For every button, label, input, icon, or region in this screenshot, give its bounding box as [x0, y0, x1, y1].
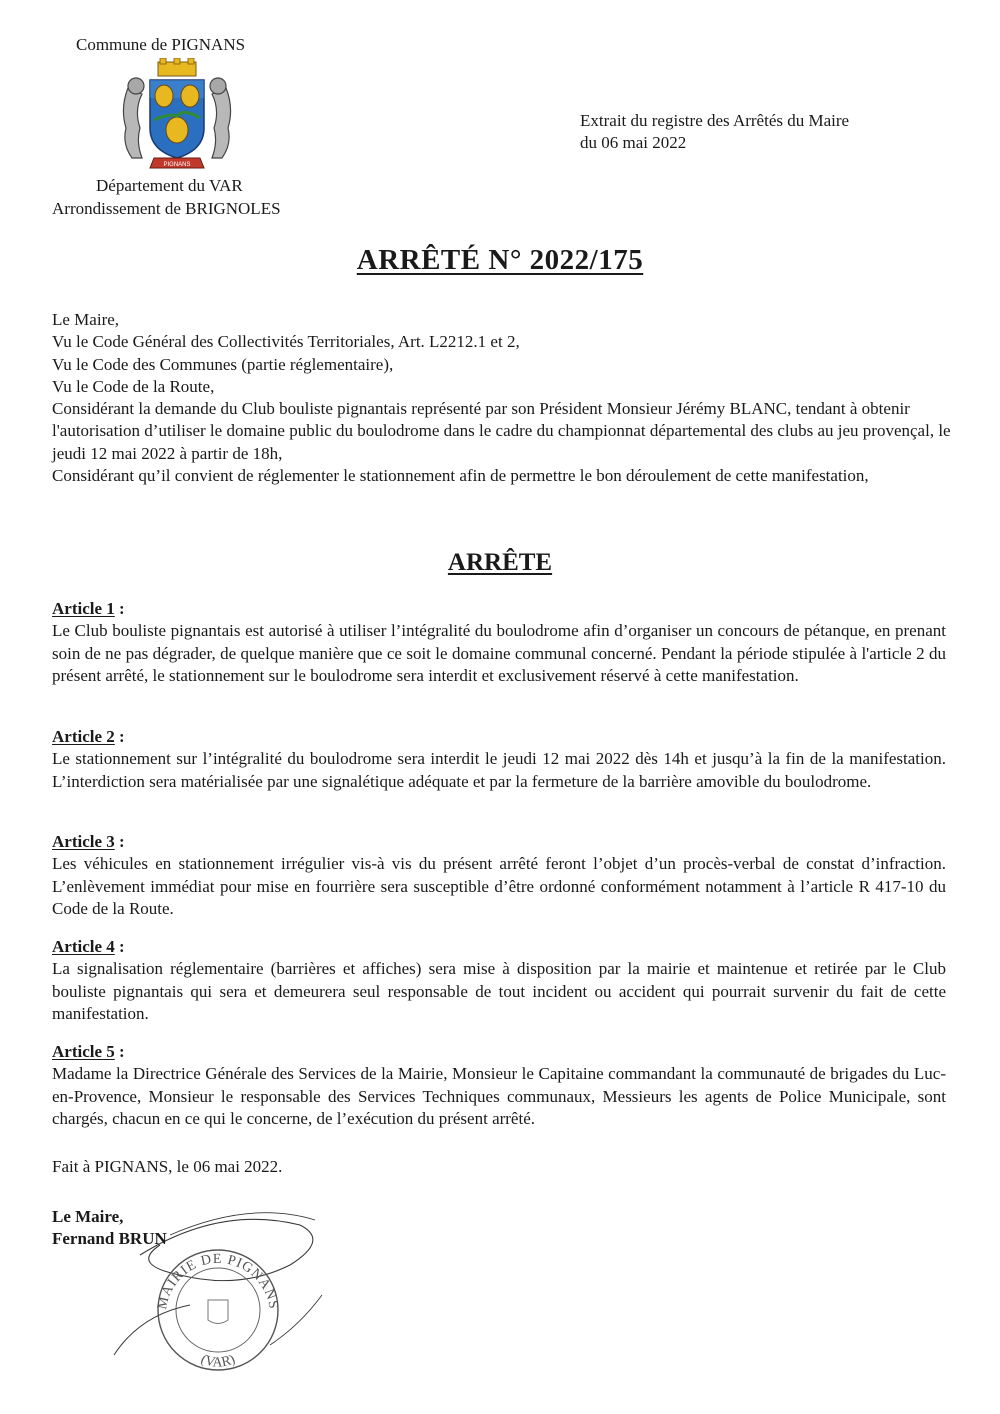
article-text: Le Club bouliste pignantais est autorisé à utiliser l’intégralité du boulodrome afin d’organiser un concours de pétanque, en prenant soin de ne pas dégrader, de quelque manière que ce soit le domaine communal concerné. Pendant la période stipulée à l'article 2 du présent arrêté, le stationnement sur le boulodrome sera interdit et exclusivement réservé à cette manifestation.	[52, 621, 946, 686]
preamble-line: Le Maire,	[52, 310, 120, 329]
register-extract-line: Extrait du registre des Arrêtés du Maire	[580, 111, 850, 130]
article-1	[52, 598, 946, 688]
article-heading	[52, 598, 946, 620]
article-heading	[52, 726, 946, 748]
article-4	[52, 936, 946, 1026]
svg-text:MAIRIE DE PIGNANS	[155, 1252, 281, 1311]
commune-name: Commune de PIGNANS	[76, 35, 246, 54]
signature-block	[52, 1206, 167, 1250]
article-heading-label: Article 5	[52, 1042, 115, 1061]
article-heading-colon: :	[114, 727, 125, 746]
article-text: Les véhicules en stationnement irrégulier vis-à vis du présent arrêté feront l’objet d’un procès-verbal de constat d’infraction. L’enlèvement immédiat pour mise en fourrière sera susceptible d’être ordonné conformément notamment à l’article R 417-10 du Code de la Route.	[52, 854, 946, 919]
preamble-line: Vu le Code Général des Collectivités Territoriales, Art. L2212.1 et 2,	[52, 332, 520, 352]
article-heading	[52, 936, 946, 958]
signature-name: Fernand BRUN	[52, 1229, 167, 1248]
article-heading-colon: :	[114, 599, 125, 618]
article-heading-colon: :	[114, 937, 125, 956]
article-heading-label: Article 2	[52, 727, 115, 746]
coat-of-arms-logo	[114, 58, 240, 176]
preamble	[52, 309, 952, 487]
stamp-bottom-text: (VAR)	[198, 1352, 238, 1371]
closing-line: Fait à PIGNANS, le 06 mai 2022.	[52, 1157, 283, 1176]
arrondissement-label: Arrondissement de BRIGNOLES	[52, 199, 281, 218]
article-text: Madame la Directrice Générale des Services de la Mairie, Monsieur le Capitaine commandant la communauté de brigades du Luc-en-Provence, Monsieur le responsable des Services Techniques communaux, Messieurs les agents de Police Municipale, sont chargés, chacun en ce qui le concerne, de l’exécution du présent arrêté.	[52, 1064, 946, 1129]
article-3	[52, 831, 946, 921]
article-heading-label: Article 4	[52, 937, 115, 956]
article-heading-colon: :	[114, 1042, 125, 1061]
article-heading	[52, 1041, 946, 1063]
article-5	[52, 1041, 946, 1131]
decision-heading-text: ARRÊTE	[447, 549, 553, 576]
article-heading	[52, 831, 946, 853]
register-extract-date: du 06 mai 2022	[580, 133, 687, 152]
article-heading-label: Article 1	[52, 599, 115, 618]
preamble-line: Vu le Code des Communes (partie réglementaire),	[52, 354, 394, 374]
svg-text:(VAR)	[198, 1352, 237, 1371]
article-heading-label: Article 3	[52, 832, 115, 851]
signature-role: Le Maire,	[52, 1207, 124, 1226]
coat-banner-label: PIGNANS	[163, 162, 191, 168]
decision-heading	[0, 549, 1000, 577]
article-2	[52, 726, 946, 793]
preamble-line: Vu le Code de la Route,	[52, 376, 215, 396]
stamp-top-text: MAIRIE DE PIGNANS	[155, 1251, 281, 1311]
preamble-line: Considérant la demande du Club bouliste pignantais représenté par son Président Monsieur Jérémy BLANC, tendant à obtenir l'autorisation d’utiliser le domaine public du boulodrome dans le cadre du championnat départemental des clubs au jeu provençal, le jeudi 12 mai 2022 à partir de 18h,	[52, 399, 951, 463]
article-heading-colon: :	[114, 832, 125, 851]
document-title-text: ARRÊTÉ N° 2022/175	[356, 244, 644, 276]
article-text: Le stationnement sur l’intégralité du boulodrome sera interdit le jeudi 12 mai 2022 dès 14h et jusqu’à la fin de la manifestation. L’interdiction sera matérialisée par une signalétique adéquate et par la fermeture de la barrière amovible du boulodrome.	[52, 749, 946, 791]
department-label: Département du VAR	[96, 176, 243, 195]
document-title	[0, 244, 1000, 277]
article-text: La signalisation réglementaire (barrières et affiches) sera mise à disposition par la mairie et maintenue et retirée par le Club bouliste pignantais qui sera et demeurera seul responsable de tout incident ou accident qui pourrait survenir du fait de cette manifestation.	[52, 959, 946, 1024]
preamble-line: Considérant qu’il convient de réglementer le stationnement afin de permettre le bon déroulement de cette manifestation,	[52, 466, 869, 486]
register-extract	[580, 110, 849, 154]
